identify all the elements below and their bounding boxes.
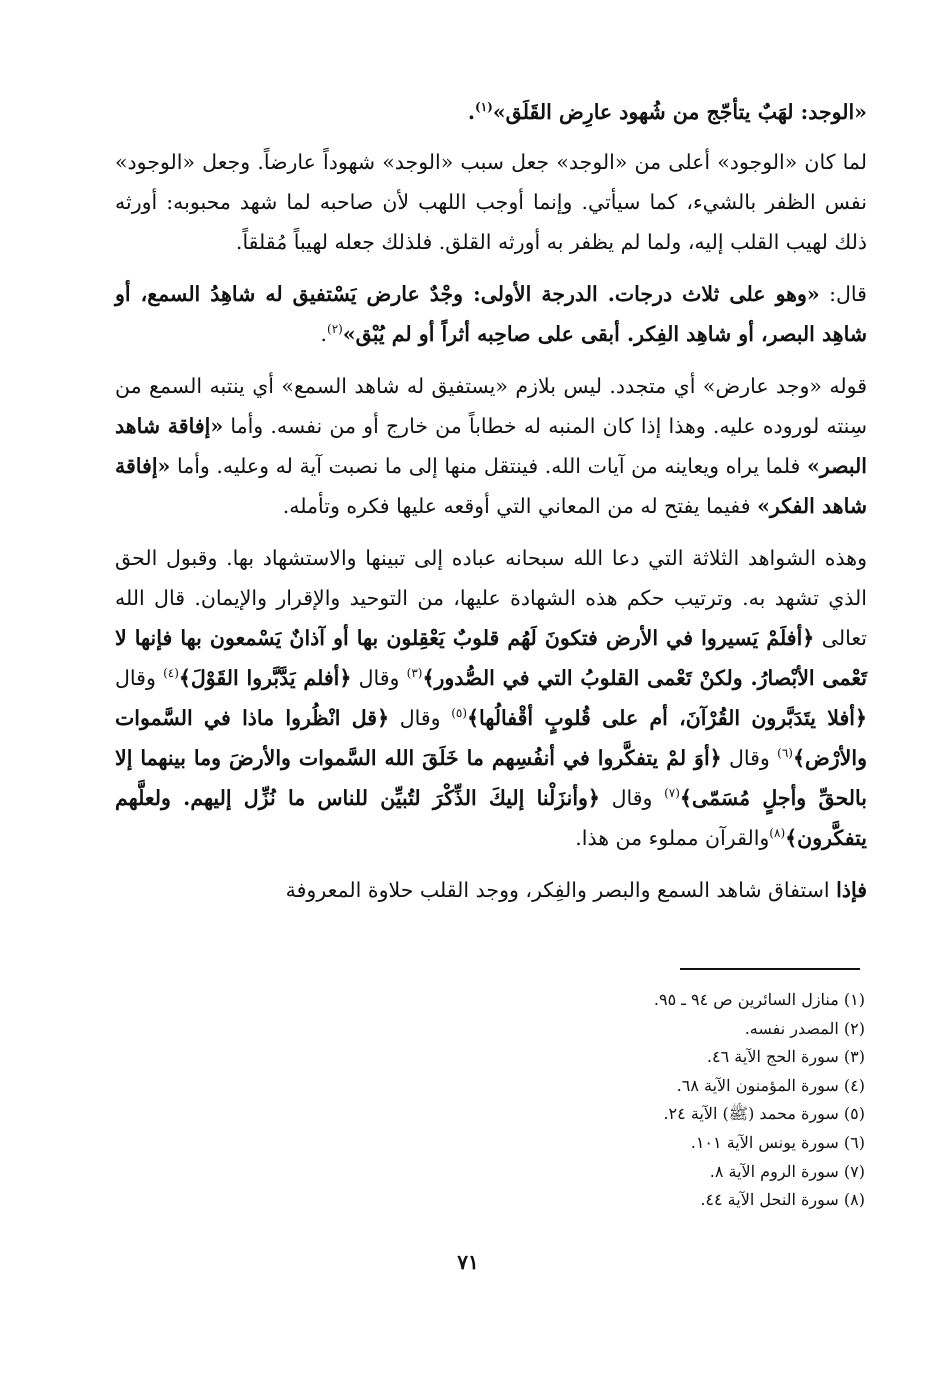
footnote-ref-2: (٢) <box>327 322 343 337</box>
footnote-ref-4: (٤) <box>163 666 179 681</box>
p4-text-4: وقال <box>399 706 441 730</box>
paragraph-1: لما كان «الوجود» أعلى من «الوجد» جعل سبب «الوجد» شهوداً عارضاً. وجعل «الوجود» نفس الظفر بالشيء، كما سيأتي. وإنما أوجب اللهب لأن صاحبه لما شهد محبوبه: أورثه ذلك لهيب القلب إليه، ولما لم يظفر به أورثه القلق. فلذلك جعله لهيباً مُقلقاً. <box>115 150 867 254</box>
quran-quote-6: ﴿وأنزَلْنا إليكَ الذِّكْرَ لتُبيِّن للناس ما نُزِّل إليهم. ولعلَّهم يتفكَّرون﴾ <box>115 786 867 850</box>
quran-quote-5: ﴿أوَ لمْ يتفكَّروا في أنفُسِهم ما خَلَقَ الله السَّموات والأرضَ وما بينهما إلا بالحقِّ وأجلٍ مُسَمّى﴾ <box>115 746 867 810</box>
p4-text-5: وقال <box>728 746 770 770</box>
footnote-7: (٧) سورة الروم الآية ٨. <box>709 1161 865 1181</box>
p5-bold: فإذا <box>836 878 867 902</box>
footnote-ref-1: (١) <box>475 100 493 115</box>
p4-text-1: وهذه الشواهد الثلاثة التي دعا الله سبحانه عباده إلى تبينها والاستشهاد بها. وقبول الحق الذي تشهد به. وترتيب حكم هذه الشهادة عليها، من التوحيد والإقرار والإيمان. قال الله تعالى <box>115 546 867 650</box>
paragraph-4 <box>115 538 867 858</box>
quran-quote-3: ﴿أفلا يتَدَبَّرون القُرْآنَ، أم على قُلوبٍ أقْفالُها﴾ <box>467 706 867 730</box>
p3-part2: فلما يراه ويعاينه من آيات الله. فينتقل منها إلى ما نصبت آية له وعليه. وأما <box>176 454 801 478</box>
page-body <box>115 92 867 910</box>
footnote-ref-7: (٧) <box>664 786 680 801</box>
p4-text-2: وقال <box>358 666 400 690</box>
quran-quote-1: ﴿أفلَمْ يَسيروا في الأرض فتكونَ لَهُم قلوبٌ يَعْقِلون بها أو آذانٌ يَسْمعون بها فإنها لا تَعْمى الأبْصارُ. ولكنْ تَعْمى القلوبُ التي في الصُّدور﴾ <box>115 626 867 690</box>
p3-bold2: «إفاقة شاهد الفكر» <box>115 454 867 518</box>
footnote-ref-3: (٣) <box>406 666 423 681</box>
p4-text-3: وقال <box>115 666 156 690</box>
section-heading: «الوجد: لهَبٌ يتأجّج من شُهود عارِض القَلَق»$^{(١)}$. <box>467 100 867 124</box>
footnote-1: (١) منازل السائرين ص ٩٤ ـ ٩٥. <box>653 990 865 1009</box>
page-number: ٧١ <box>457 1250 479 1274</box>
footnote-6: (٦) سورة يونس الآية ١٠١. <box>690 1132 865 1152</box>
footnote-5: (٥) سورة محمد (ﷺ) الآية ٢٤. <box>663 1104 865 1124</box>
paragraph-5 <box>115 870 867 910</box>
p3-bold1: «إفاقة شاهد البصر» <box>115 414 867 478</box>
p3-part3: ففيما يفتح له من المعاني التي أوقعه عليها فكره وتأمله. <box>282 494 751 518</box>
p4-text-6: وقال <box>611 786 653 810</box>
footnote-ref-5: (٥) <box>451 706 468 721</box>
p4-text-7: والقرآن مملوء من هذا. <box>575 826 770 850</box>
quran-quote-2: ﴿أفلم يَدَّبَّروا القَوْلَ﴾ <box>178 666 352 690</box>
footnote-divider <box>680 968 860 970</box>
quote-intro: قال: <box>829 282 867 306</box>
footnote-ref-6: (٦) <box>777 746 793 761</box>
quran-quote-4: ﴿قل انْظُروا ماذا في السَّموات والأرْض﴾ <box>115 706 867 770</box>
footnotes-list <box>400 986 865 1215</box>
footnote-ref-8: (٨) <box>769 826 786 841</box>
footnote-3: (٣) سورة الحج الآية ٤٦. <box>706 1047 865 1067</box>
heading-text: «الوجد: لهَبٌ يتأجّج من شُهود عارِض القَلَق» <box>492 100 867 124</box>
paragraph-2-quote: قال: «وهو على ثلاث درجات. الدرجة الأولى: وجْدٌ عارض يَسْتفيق له شاهِدُ السمع، أو شاهِد البصر، أو شاهِد الفِكر. أبقى على صاحِبه أثراً أو لم يُبْق»$^{(٢)}$. <box>115 282 867 346</box>
footnote-2: (٢) المصدر نفسه. <box>744 1018 865 1038</box>
footnote-8: (٨) سورة النحل الآية ٤٤. <box>700 1190 865 1210</box>
p3-part1: قوله «وجد عارض» أي متجدد. ليس بلازم «يستفيق له شاهد السمع» أي ينتبه السمع من سِنته لوروده عليه. وهذا إذا كان المنبه له خطاباً من خارج أو من نفسه. وأما <box>115 374 867 438</box>
quote-text: «وهو على ثلاث درجات. الدرجة الأولى: وجْدٌ عارض يَسْتفيق له شاهِدُ السمع، أو شاهِد البصر، أو شاهِد الفِكر. أبقى على صاحِبه أثراً أو لم يُبْق» <box>115 282 867 346</box>
footnote-4: (٤) سورة المؤمنون الآية ٦٨. <box>676 1075 865 1095</box>
p5-text: استفاق شاهد السمع والبصر والفِكر، ووجد القلب حلاوة المعروفة <box>285 878 830 902</box>
paragraph-3 <box>115 366 867 526</box>
